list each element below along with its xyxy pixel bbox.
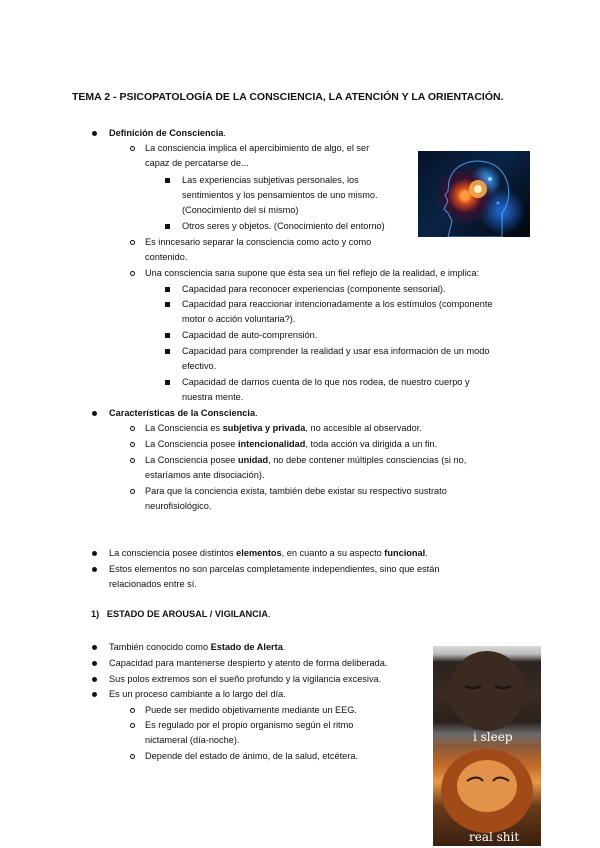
text: Capacidad de darnos cuenta de lo que nos rodea, de nuestro cuerpo y	[182, 377, 470, 387]
bullet	[165, 333, 170, 338]
text: Capacidad para comprender la realidad y usar esa información de un modo	[182, 346, 490, 356]
text: También conocido como Estado de Alerta.	[109, 642, 286, 652]
bullet	[165, 380, 170, 385]
text: nictameral (día-noche).	[145, 735, 240, 745]
text: La Consciencia posee unidad, no debe contener múltiples consciencias (si no,	[145, 455, 467, 465]
meme-top-caption: i sleep	[473, 730, 513, 744]
text: Depende del estado de ánimo, de la salud, etcétera.	[145, 751, 358, 761]
bullet	[92, 677, 97, 682]
brain-head-image	[418, 151, 530, 237]
text: Para que la conciencia exista, también debe existar su respectivo sustrato	[145, 486, 447, 496]
bullet	[165, 287, 170, 292]
sleeping-face-icon	[433, 646, 541, 846]
bullet	[130, 146, 135, 151]
bullet	[165, 349, 170, 354]
bullet	[92, 567, 97, 572]
text: La Consciencia posee intencionalidad, toda acción va dirigida a un fin.	[145, 439, 438, 449]
bullet	[165, 224, 170, 229]
page-title: TEMA 2 - PSICOPATOLOGÍA DE LA CONSCIENCIA, LA ATENCIÓN Y LA ORIENTACIÓN.	[72, 91, 504, 103]
bullet	[130, 240, 135, 245]
bullet	[130, 708, 135, 713]
bullet	[130, 754, 135, 759]
text: Estos elementos no son parcelas completamente independientes, sino que están	[109, 564, 440, 574]
meme-bottom-caption: real shit	[469, 830, 520, 844]
heading: Características de la Consciencia.	[109, 408, 258, 418]
text: motor o acción voluntaria?).	[182, 314, 296, 324]
text: Capacidad para reconocer experiencias (componente sensorial).	[182, 284, 446, 294]
text: Capacidad de auto-comprensión.	[182, 330, 318, 340]
bullet	[92, 692, 97, 697]
text: La Consciencia es subjetiva y privada, no accesible al observador.	[145, 423, 422, 433]
bullet	[130, 271, 135, 276]
head-silhouette-icon	[418, 151, 530, 237]
bullet	[165, 302, 170, 307]
bullet	[92, 411, 97, 416]
text: Las experiencias subjetivas personales, los	[182, 175, 359, 185]
bullet	[92, 645, 97, 650]
text: Es inncesario separar la consciencia como acto y como	[145, 237, 372, 247]
text: (Conocimiento del sí mismo)	[182, 205, 299, 215]
bullet	[92, 661, 97, 666]
text: estaríamos ante disociación).	[145, 470, 265, 480]
text: sentimientos y los pensamientos de uno mismo.	[182, 190, 378, 200]
meme-image	[433, 646, 541, 846]
text: contenido.	[145, 252, 188, 262]
text: La consciencia posee distintos elementos, en cuanto a su aspecto funcional.	[109, 548, 428, 558]
bullet	[130, 489, 135, 494]
text: Una consciencia sana supone que ésta sea un fiel reflejo de la realidad, e implica:	[145, 268, 480, 278]
text: Es un proceso cambiante a lo largo del día.	[109, 689, 286, 699]
text: Es regulado por el propio organismo según el ritmo	[145, 720, 354, 730]
text: Otros seres y objetos. (Conocimiento del entorno)	[182, 221, 385, 231]
bullet	[92, 131, 97, 136]
text: La consciencia implica el apercibimiento de algo, el ser	[145, 143, 370, 153]
text: Puede ser medido objetivamente mediante un EEG.	[145, 705, 357, 715]
text: efectivo.	[182, 361, 217, 371]
bullet	[165, 178, 170, 183]
text: capaz de percatarse de...	[145, 158, 249, 168]
heading: Definición de Consciencia.	[109, 128, 226, 138]
text: nuestra mente.	[182, 392, 244, 402]
bullet	[92, 551, 97, 556]
bullet	[130, 458, 135, 463]
text: Capacidad para mantenerse despierto y atento de forma deliberada.	[109, 658, 388, 668]
bullet	[130, 723, 135, 728]
bullet	[130, 426, 135, 431]
bullet	[130, 442, 135, 447]
section-heading: 1) ESTADO DE AROUSAL / VIGILANCIA.	[91, 609, 271, 619]
text: Capacidad para reaccionar intencionadamente a los estímulos (componente	[182, 299, 493, 309]
text: relacionados entre sí.	[109, 579, 197, 589]
text: Sus polos extremos son el sueño profundo y la vigilancia excesiva.	[109, 674, 382, 684]
text: neurofisiológico.	[145, 501, 212, 511]
